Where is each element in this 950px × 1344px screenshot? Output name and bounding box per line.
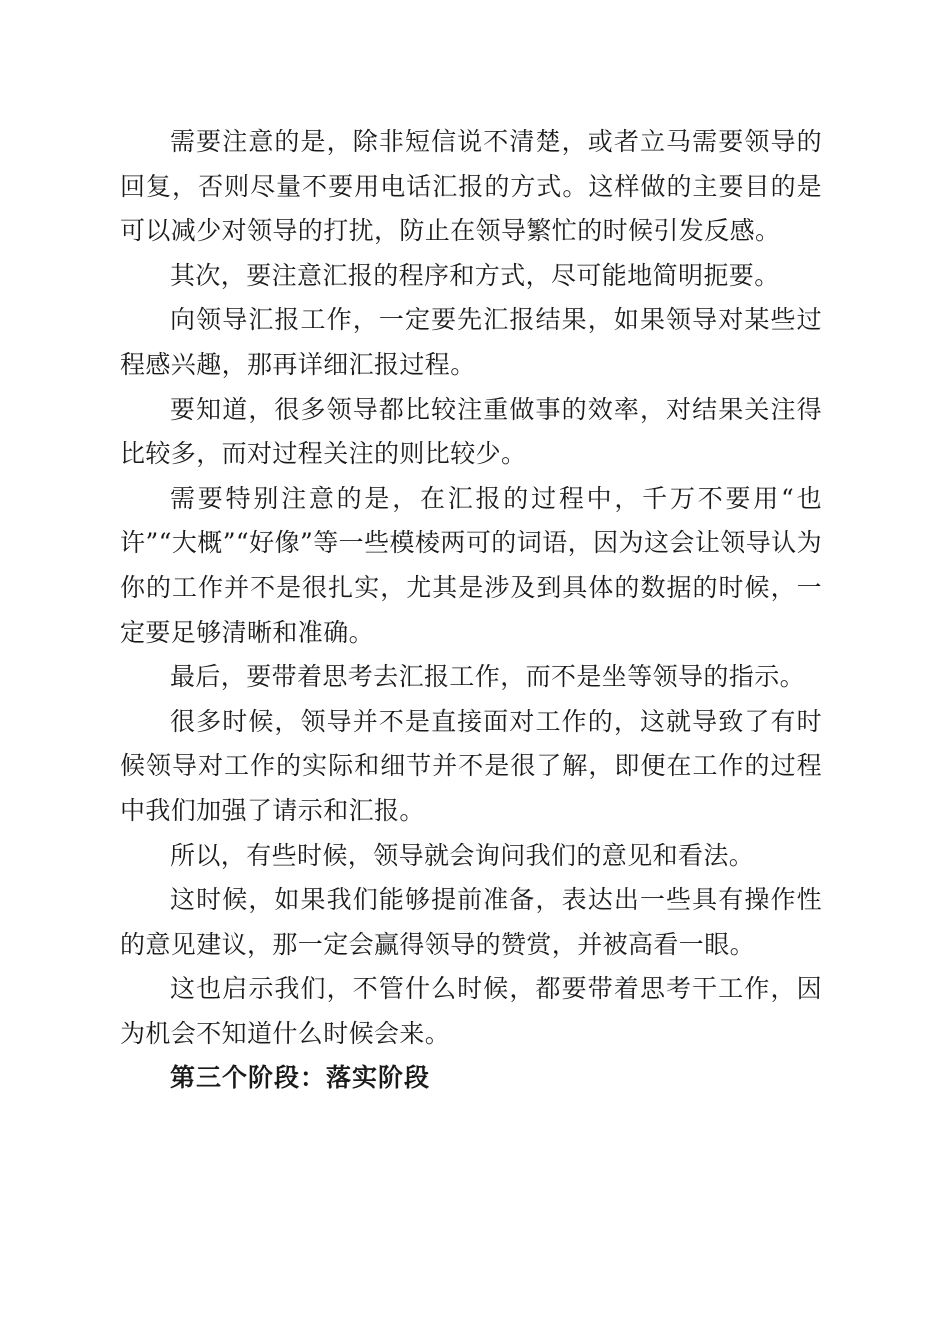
paragraph-7: 很多时候，领导并不是直接面对工作的，这就导致了有时候领导对工作的实际和细节并不是很了解，即便在工作的过程中我们加强了请示和汇报。 [120,706,822,825]
paragraph-3: 向领导汇报工作，一定要先汇报结果，如果领导对某些过程感兴趣，那再详细汇报过程。 [120,305,822,379]
paragraph-9: 这时候，如果我们能够提前准备，表达出一些具有操作性的意见建议，那一定会赢得领导的赞赏，并被高看一眼。 [120,885,822,959]
paragraph-6: 最后，要带着思考去汇报工作，而不是坐等领导的指示。 [170,662,806,692]
document-body [120,120,822,1101]
paragraph-8: 所以，有些时候，领导就会询问我们的意见和看法。 [170,840,755,870]
paragraph-5: 需要特别注意的是，在汇报的过程中，千万不要用“也许”“大概”“好像”等一些模棱两可的词语，因为这会让领导认为你的工作并不是很扎实，尤其是涉及到具体的数据的时候，一定要足够清晰和准确。 [120,483,822,647]
section-heading: 第三个阶段：落实阶段 [170,1063,431,1093]
paragraph-2: 其次，要注意汇报的程序和方式，尽可能地简明扼要。 [170,260,780,290]
paragraph-10: 这也启示我们，不管什么时候，都要带着思考干工作，因为机会不知道什么时候会来。 [120,974,822,1048]
paragraph-4: 要知道，很多领导都比较注重做事的效率，对结果关注得比较多，而对过程关注的则比较少。 [120,394,822,469]
paragraph-1: 需要注意的是，除非短信说不清楚，或者立马需要领导的回复，否则尽量不要用电话汇报的方式。这样做的主要目的是可以减少对领导的打扰，防止在领导繁忙的时候引发反感。 [120,127,822,246]
